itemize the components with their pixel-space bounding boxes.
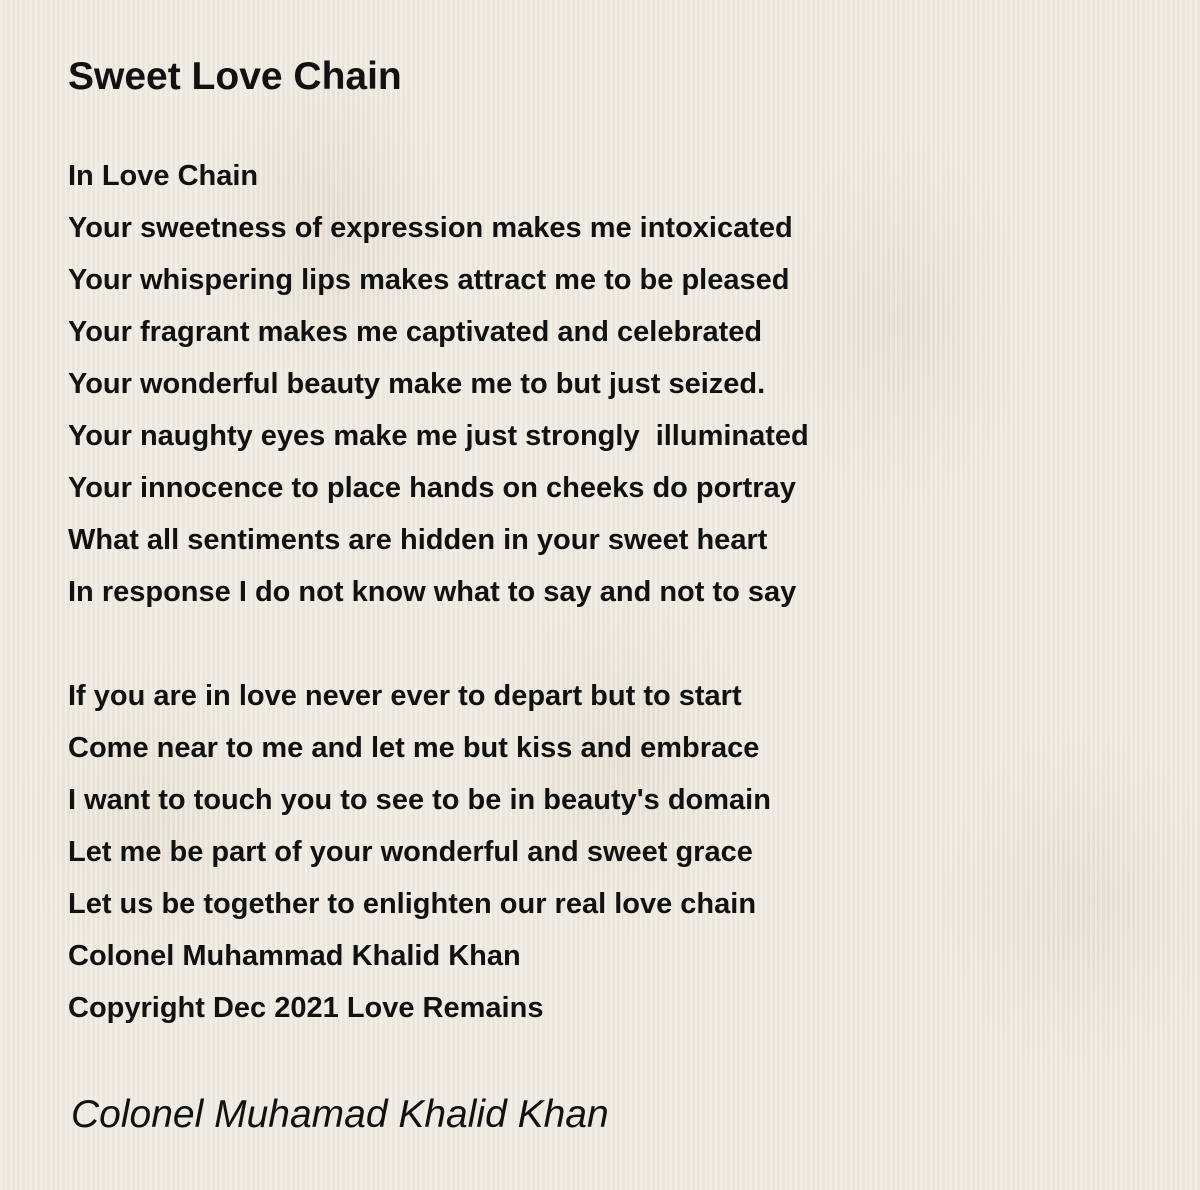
poem-line: Your wonderful beauty make me to but just seized.: [68, 368, 766, 400]
poem-line: Your fragrant makes me captivated and celebrated: [68, 316, 763, 348]
poem-line: Your innocence to place hands on cheeks do portray: [68, 472, 796, 504]
poem-line: Your sweetness of expression makes me intoxicated: [68, 212, 793, 244]
poem-line: In response I do not know what to say and not to say: [68, 576, 797, 608]
poem-line: If you are in love never ever to depart but to start: [68, 680, 742, 712]
poem-line: Your naughty eyes make me just strongly illuminated: [68, 420, 809, 452]
poem-line: Copyright Dec 2021 Love Remains: [68, 992, 544, 1024]
poem-line: What all sentiments are hidden in your sweet heart: [68, 524, 768, 556]
author-name: Colonel Muhamad Khalid Khan: [71, 1093, 609, 1136]
poem-line: In Love Chain: [68, 160, 259, 192]
poem-title: Sweet Love Chain: [68, 55, 402, 98]
poem-line: I want to touch you to see to be in beauty's domain: [68, 784, 771, 816]
poem-line: Let us be together to enlighten our real love chain: [68, 888, 757, 920]
poem-line: Let me be part of your wonderful and sweet grace: [68, 836, 753, 868]
poem-body: [68, 150, 809, 1034]
poem-line: Your whispering lips makes attract me to be pleased: [68, 264, 790, 296]
poem-line: Come near to me and let me but kiss and embrace: [68, 732, 760, 764]
poem-line: Colonel Muhammad Khalid Khan: [68, 940, 521, 972]
stanza-break: [68, 618, 809, 670]
